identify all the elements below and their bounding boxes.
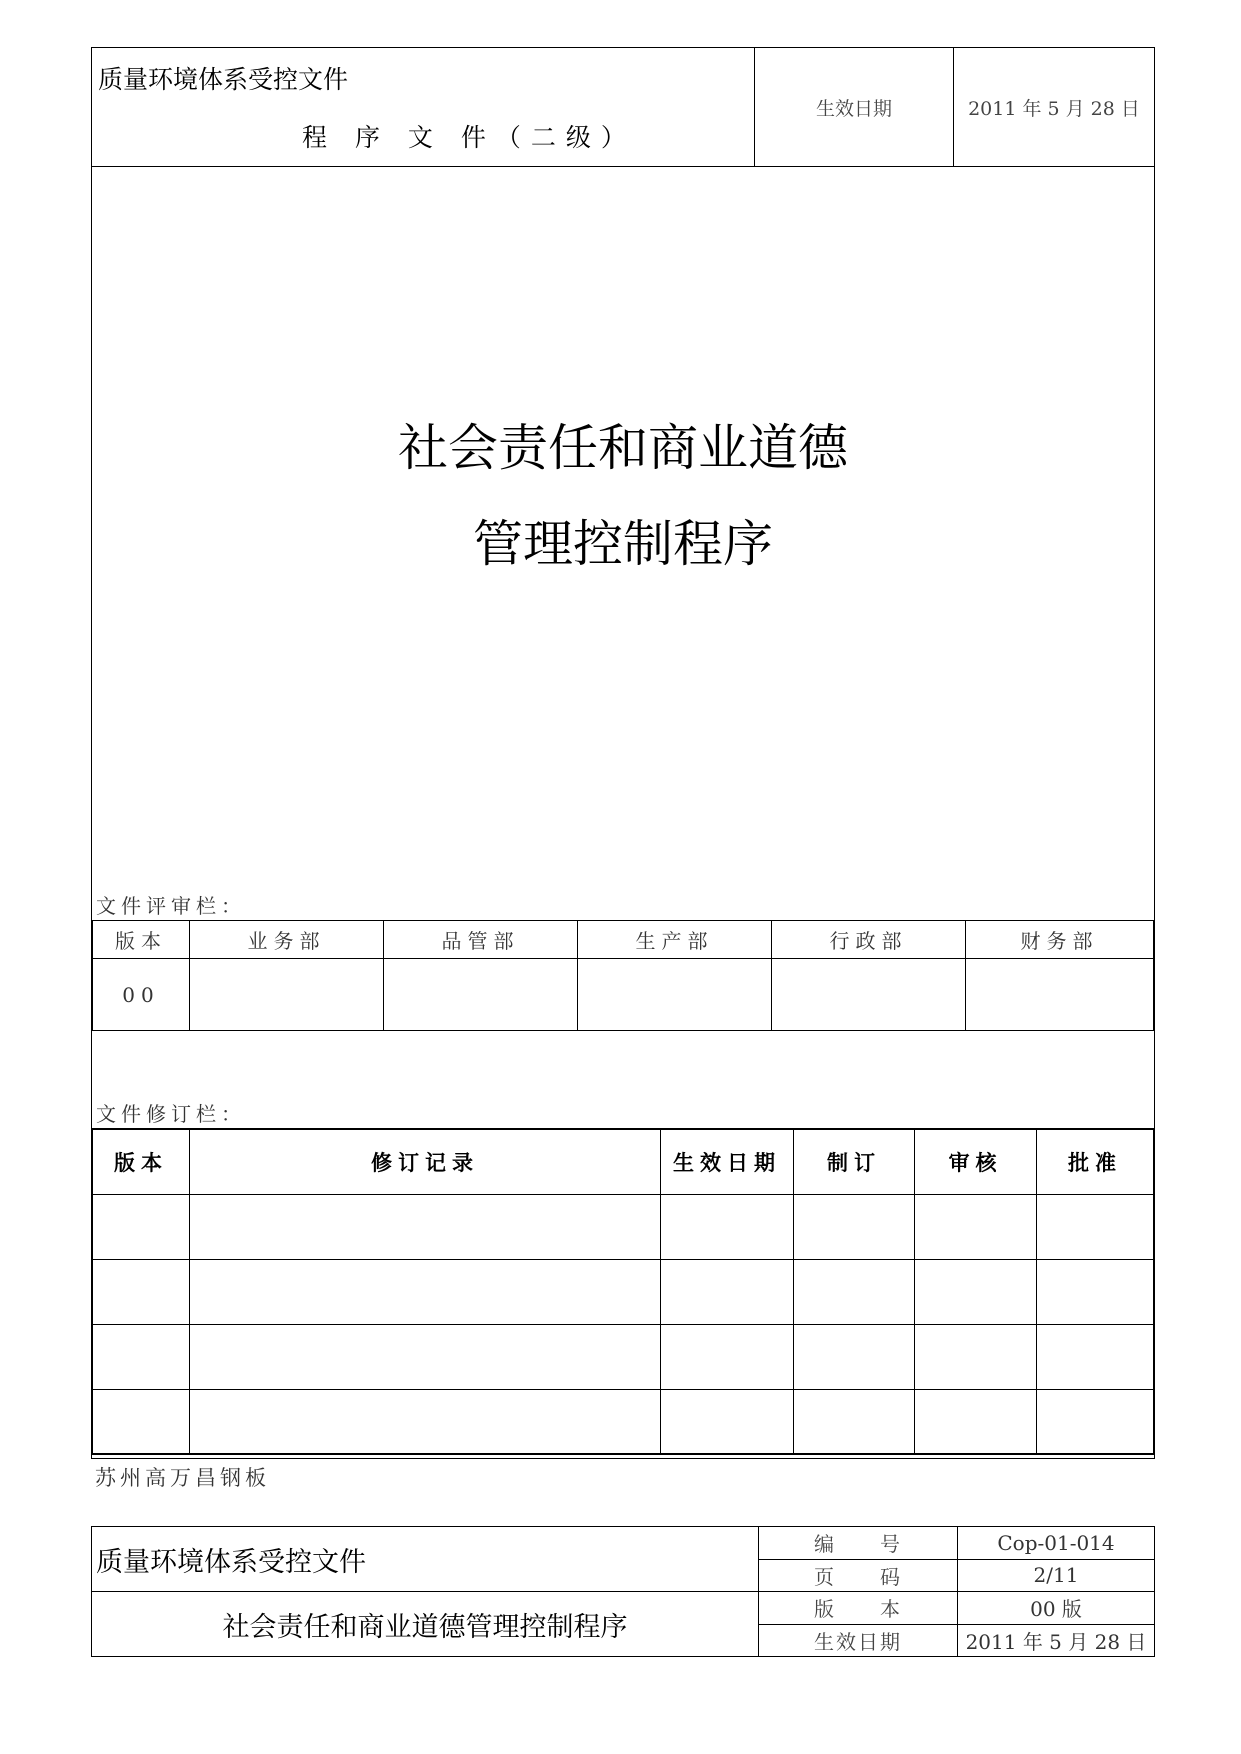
footer-title: 质量环境体系受控文件 [92,1527,759,1592]
table-cell [1037,1389,1155,1454]
table-cell [915,1389,1037,1454]
header-subtitle: 程 序 文 件（二级） [302,123,636,152]
table-cell [190,1259,661,1324]
table-cell [92,1259,190,1324]
review-col-sales: 业务部 [190,921,384,959]
table-cell [1037,1194,1155,1259]
header-title-cell [92,48,755,167]
company-name: 苏州高万昌钢板 [95,1466,270,1490]
revision-section-label: 文件修订栏： [96,1102,246,1126]
table-cell [915,1259,1037,1324]
review-production-sign [578,959,772,1031]
review-col-version: 版本 [93,921,190,959]
table-cell [794,1194,915,1259]
review-quality-sign [384,959,578,1031]
footer-value-version: 00 版 [958,1592,1155,1625]
review-col-production: 生产部 [578,921,772,959]
effective-date-label: 生效日期 [755,48,954,167]
table-cell [190,1389,661,1454]
header-title: 质量环境体系受控文件 [98,65,349,94]
table-cell [92,1194,190,1259]
table-cell [190,1324,661,1389]
document-body [91,166,1155,1459]
revision-col-version: 版本 [92,1129,190,1194]
document-title-line1: 社会责任和商业道德 [398,419,848,477]
footer-doc-name: 社会责任和商业道德管理控制程序 [92,1592,759,1657]
table-row [92,1389,1154,1454]
document-header [91,47,1155,167]
revision-col-record: 修订记录 [190,1129,661,1194]
footer-label-effective: 生效日期 [759,1624,958,1657]
table-cell [794,1389,915,1454]
table-cell [915,1324,1037,1389]
footer-value-number: Cop-01-014 [958,1527,1155,1560]
table-cell [661,1324,794,1389]
document-title-line2: 管理控制程序 [473,515,773,573]
review-version-value: 00 [93,959,190,1031]
effective-date-value: 2011 年 5 月 28 日 [954,48,1155,167]
table-cell [92,1324,190,1389]
table-row [92,1324,1154,1389]
footer-label-page: 页 码 [759,1559,958,1592]
table-cell [190,1194,661,1259]
revision-col-date: 生效日期 [661,1129,794,1194]
review-finance-sign [966,959,1154,1031]
footer-value-effective: 2011 年 5 月 28 日 [958,1624,1155,1657]
revision-col-drafted: 制订 [794,1129,915,1194]
review-col-quality: 品管部 [384,921,578,959]
revision-col-reviewed: 审核 [915,1129,1037,1194]
table-row [92,1259,1154,1324]
table-cell [1037,1324,1155,1389]
review-col-admin: 行政部 [772,921,966,959]
table-cell [92,1389,190,1454]
document-title [92,400,1154,592]
table-cell [661,1259,794,1324]
table-cell [794,1259,915,1324]
table-cell [1037,1259,1155,1324]
review-col-finance: 财务部 [966,921,1154,959]
review-section-label: 文件评审栏： [96,894,246,918]
footer-label-version: 版 本 [759,1592,958,1625]
footer-value-page: 2/11 [958,1559,1155,1592]
review-admin-sign [772,959,966,1031]
document-footer [91,1526,1155,1657]
review-table [92,920,1154,1031]
table-cell [915,1194,1037,1259]
footer-label-number: 编 号 [759,1527,958,1560]
table-row [92,1194,1154,1259]
revision-table [91,1128,1155,1455]
table-cell [794,1324,915,1389]
review-sales-sign [190,959,384,1031]
table-cell [661,1194,794,1259]
revision-col-approved: 批准 [1037,1129,1155,1194]
table-cell [661,1389,794,1454]
